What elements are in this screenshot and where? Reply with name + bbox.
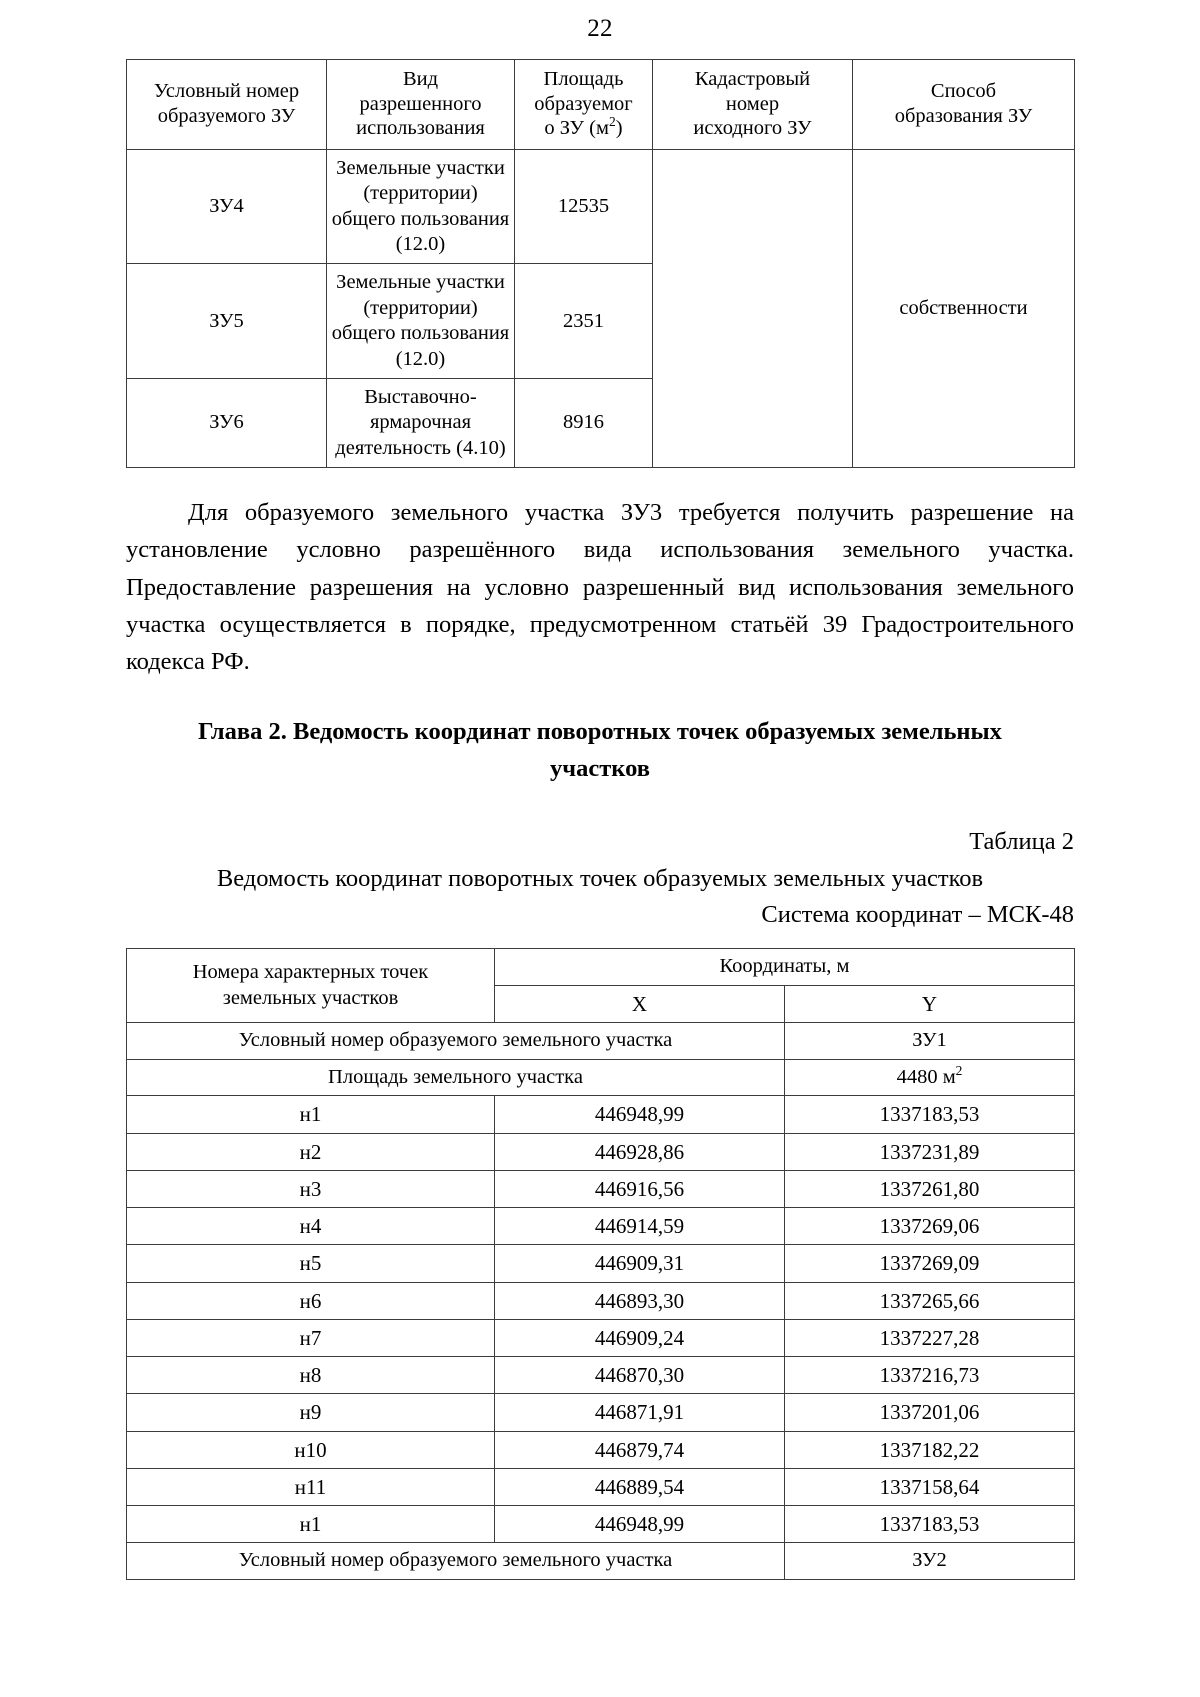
cell-cadastral-number bbox=[653, 149, 853, 467]
cell-plot-number: ЗУ6 bbox=[127, 379, 327, 468]
header-line: номер bbox=[725, 92, 780, 115]
header-cell-permitted-use bbox=[327, 60, 515, 150]
cell-point-name: н11 bbox=[127, 1468, 495, 1505]
cell-plot-area-label: Площадь земельного участка bbox=[127, 1059, 785, 1096]
table-title: Ведомость координат поворотных точек образуемых земельных участков bbox=[216, 864, 984, 892]
table-row bbox=[127, 1506, 1075, 1543]
cell-area: 8916 bbox=[515, 379, 653, 468]
coordinates-table-wrapper bbox=[126, 948, 1074, 1580]
coordinates-table bbox=[126, 948, 1075, 1580]
table-row bbox=[127, 149, 1075, 264]
header-line: образуемог bbox=[534, 92, 633, 115]
cell-point-name: н3 bbox=[127, 1170, 495, 1207]
table-row-plot-number bbox=[127, 1023, 1075, 1060]
cell-point-y: 1337261,80 bbox=[785, 1170, 1075, 1207]
table-row bbox=[127, 1357, 1075, 1394]
cell-point-x: 446928,86 bbox=[495, 1133, 785, 1170]
cell-plot-number-label: Условный номер образуемого земельного участка bbox=[127, 1023, 785, 1060]
cell-point-y: 1337216,73 bbox=[785, 1357, 1075, 1394]
land-plots-table-wrapper bbox=[126, 59, 1074, 468]
cell-plot-number-value: ЗУ1 bbox=[785, 1023, 1075, 1060]
cell-point-name: н10 bbox=[127, 1431, 495, 1468]
cell-plot-number: ЗУ5 bbox=[127, 264, 327, 379]
table-row-plot-area bbox=[127, 1059, 1075, 1096]
cell-point-x: 446871,91 bbox=[495, 1394, 785, 1431]
cell-point-y: 1337269,06 bbox=[785, 1208, 1075, 1245]
coordinate-system-label: Система координат – МСК-48 bbox=[761, 901, 1074, 929]
header-line: образования ЗУ bbox=[894, 104, 1033, 127]
table-header-row bbox=[127, 949, 1075, 986]
header-line: Площадь bbox=[543, 68, 624, 90]
cell-plot-number-label: Условный номер образуемого земельного участка bbox=[127, 1543, 785, 1580]
cell-formation-method: собственности bbox=[853, 149, 1075, 467]
header-cell-area bbox=[515, 60, 653, 150]
cell-point-name: н6 bbox=[127, 1282, 495, 1319]
header-line: исходного ЗУ bbox=[693, 117, 812, 140]
header-cell-plot-number bbox=[127, 60, 327, 150]
cell-plot-area-value bbox=[785, 1059, 1075, 1096]
cell-point-y: 1337183,53 bbox=[785, 1096, 1075, 1133]
table-row bbox=[127, 1096, 1075, 1133]
table-row-plot-number bbox=[127, 1543, 1075, 1580]
cell-permitted-use: Земельные участки (территории) общего пользования (12.0) bbox=[327, 264, 515, 379]
cell-point-x: 446948,99 bbox=[495, 1096, 785, 1133]
header-cell-cadastral-number bbox=[653, 60, 853, 150]
body-paragraph: Для образуемого земельного участка ЗУ3 требуется получить разрешение на установление условно разрешённого вида использования земельного участка. Предоставление разрешения на условно разрешенный вид использования земельного участка осуществляется в порядке, предусмотренном статьёй 39 Градостроительного кодекса РФ. bbox=[126, 499, 1074, 676]
page-number: 22 bbox=[587, 15, 613, 42]
cell-plot-number: ЗУ4 bbox=[127, 149, 327, 264]
header-line: использования bbox=[356, 117, 485, 140]
table-row bbox=[127, 1394, 1075, 1431]
cell-area: 12535 bbox=[515, 149, 653, 264]
cell-point-name: н8 bbox=[127, 1357, 495, 1394]
header-cell-formation-method bbox=[853, 60, 1075, 150]
cell-point-x: 446909,31 bbox=[495, 1245, 785, 1282]
header-line: Номера характерных точек bbox=[192, 960, 429, 983]
cell-plot-number-value: ЗУ2 bbox=[785, 1543, 1075, 1580]
table-row bbox=[127, 1133, 1075, 1170]
cell-point-x: 446909,24 bbox=[495, 1319, 785, 1356]
header-line: о ЗУ (м bbox=[544, 117, 609, 140]
cell-point-x: 446870,30 bbox=[495, 1357, 785, 1394]
table-row bbox=[127, 1245, 1075, 1282]
cell-point-y: 1337227,28 bbox=[785, 1319, 1075, 1356]
area-unit-superscript: 2 bbox=[955, 1062, 963, 1078]
table-row bbox=[127, 1208, 1075, 1245]
header-cell-x: X bbox=[495, 985, 785, 1022]
table-label: Таблица 2 bbox=[969, 827, 1074, 855]
cell-point-name: н2 bbox=[127, 1133, 495, 1170]
area-number: 4480 м bbox=[896, 1065, 956, 1088]
cell-point-y: 1337183,53 bbox=[785, 1506, 1075, 1543]
header-line: образуемого ЗУ bbox=[157, 104, 296, 127]
cell-point-name: н1 bbox=[127, 1506, 495, 1543]
cell-point-x: 446889,54 bbox=[495, 1468, 785, 1505]
table-row bbox=[127, 1319, 1075, 1356]
table-row bbox=[127, 1468, 1075, 1505]
cell-point-y: 1337158,64 bbox=[785, 1468, 1075, 1505]
table-header-row bbox=[127, 60, 1075, 150]
cell-area: 2351 bbox=[515, 264, 653, 379]
table2-captions bbox=[126, 824, 1074, 934]
table-row bbox=[127, 1282, 1075, 1319]
cell-point-y: 1337182,22 bbox=[785, 1431, 1075, 1468]
cell-point-y: 1337269,09 bbox=[785, 1245, 1075, 1282]
header-line: ) bbox=[615, 117, 623, 140]
cell-point-x: 446916,56 bbox=[495, 1170, 785, 1207]
header-superscript: 2 bbox=[608, 114, 616, 130]
cell-point-x: 446879,74 bbox=[495, 1431, 785, 1468]
header-cell-point-numbers bbox=[127, 949, 495, 1023]
chapter-heading: Глава 2. Ведомость координат поворотных точек образуемых земельных участков bbox=[198, 718, 1002, 783]
header-line: разрешенного bbox=[359, 92, 482, 115]
table-row bbox=[127, 1431, 1075, 1468]
cell-point-name: н4 bbox=[127, 1208, 495, 1245]
land-plots-table bbox=[126, 59, 1075, 468]
header-line: Условный номер bbox=[153, 80, 300, 103]
cell-point-x: 446914,59 bbox=[495, 1208, 785, 1245]
header-line: земельных участков bbox=[222, 986, 399, 1009]
cell-point-name: н7 bbox=[127, 1319, 495, 1356]
cell-permitted-use: Земельные участки (территории) общего пользования (12.0) bbox=[327, 149, 515, 264]
cell-point-x: 446893,30 bbox=[495, 1282, 785, 1319]
header-line: Кадастровый bbox=[694, 68, 811, 90]
header-cell-y: Y bbox=[785, 985, 1075, 1022]
cell-permitted-use: Выставочно-ярмарочная деятельность (4.10) bbox=[327, 379, 515, 468]
cell-point-y: 1337231,89 bbox=[785, 1133, 1075, 1170]
cell-point-y: 1337201,06 bbox=[785, 1394, 1075, 1431]
cell-point-name: н5 bbox=[127, 1245, 495, 1282]
header-line: Способ bbox=[930, 80, 997, 103]
cell-point-y: 1337265,66 bbox=[785, 1282, 1075, 1319]
header-line: Вид bbox=[402, 68, 439, 90]
table-row bbox=[127, 1170, 1075, 1207]
cell-point-x: 446948,99 bbox=[495, 1506, 785, 1543]
header-cell-coordinates: Координаты, м bbox=[495, 949, 1075, 986]
cell-point-name: н9 bbox=[127, 1394, 495, 1431]
cell-point-name: н1 bbox=[127, 1096, 495, 1133]
